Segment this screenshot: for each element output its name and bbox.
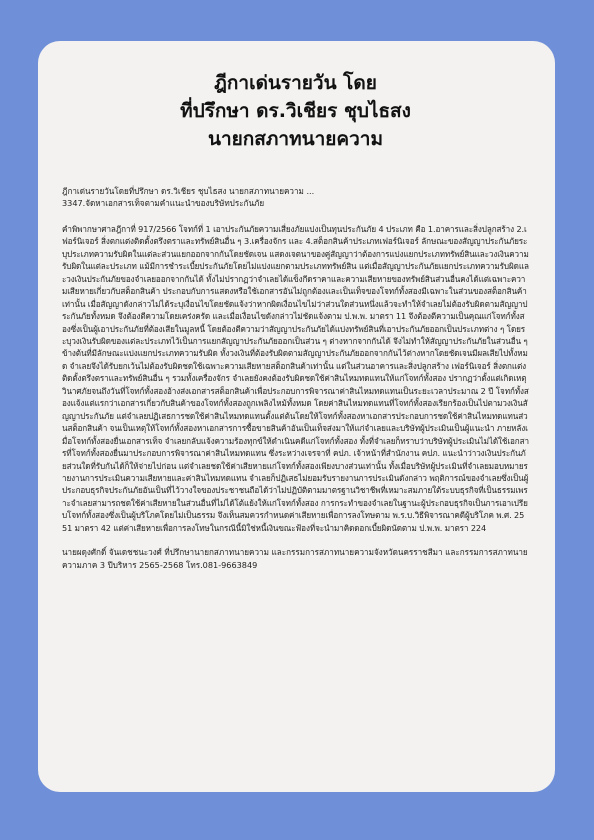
intro-block (62, 185, 529, 210)
page-title (62, 69, 529, 153)
title-line-1: ฎีกาเด่นรายวัน โดย (214, 72, 377, 94)
content-card (38, 41, 555, 792)
intro-line: ฎีกาเด่นรายวันโดยที่ปรึกษา ดร.วิเชียร ชุบไธสง นายกสภาทนายความ ... (62, 186, 315, 196)
case-title: 3347.จัดหาเอกสารเท็จตามคำแนะนำของบริษัทประกันภัย (62, 198, 265, 209)
title-line-2: ที่ปรึกษา ดร.วิเชียร ชุบไธสง (180, 100, 411, 122)
title-line-3: นายกสภาทนายความ (208, 128, 383, 150)
author-info: นายผดุงศักดิ์ จันเดชชนะวงศ์ ที่ปรึกษานายกสภาทนายความ และกรรมการสภาทนายความจังหวัดนครราชสีมา และกรรมการสภาทนายความภาค 3 ปีบริหาร 2565-2568 โทร.081-9663849 (62, 547, 528, 570)
judgment-body: คำพิพากษาศาลฎีกาที่ 917/2566 โจทก์ที่ 1 เอาประกันภัยความเสี่ยงภัยแบ่งเป็นทุนประกันภัย 4 ประเภท คือ 1.อาคารและสิ่งปลูกสร้าง 2.เฟอร์นิเจอร์ สิ่งตกแต่งติดตั้งตรึงตราและทรัพย์สินอื่น ๆ 3.เครื่องจักร และ 4.สต็อกสินค้าประเภทเฟอร์นิเจอร์ ลักษณะของสัญญาประกันภัยระบุประเภทความรับผิดในแต่ละส่วนแยกออกจากกันโดยชัดเจน แสดงเจตนาของคู่สัญญาว่าต้องการแบ่งแยกประเภททรัพย์สินและวงเงินความรับผิดในแต่ละประเภท แม้มีการชำระเบี้ยประกันภัยโดยไม่แบ่งแยกตามประเภททรัพย์สิน แต่เมื่อสัญญาประกันภัยแยกประเภทความรับผิดและวงเงินประกันภัยของจำเลยออกจากกันได้ ทั้งไม่ปรากฏว่าจำเลยได้แข็งกีดราคาและความเสียหายของทรัพย์สินส่วนอื่นคงได้แต่เฉพาะความเสียหายเกี่ยวกับสต็อกสินค้า ประกอบกับการแสดงหรือใช้เอกสารอันไม่ถูกต้องและเป็นเท็จของโจทก์ทั้งสองมีเฉพาะในส่วนของสต็อกสินค้าเท่านั้น เมื่อสัญญาดังกล่าวไม่ได้ระบุเงื่อนไขโดยชัดแจ้งว่าหากผิดเงื่อนไขไม่ว่าส่วนใดส่วนหนึ่งแล้วจะทำให้จำเลยไม่ต้องรับผิดตามสัญญาประกันภัยทั้งหมด จึงต้องตีความโดยเคร่งครัด และเมื่อเงื่อนไขดังกล่าวไม่ชัดแจ้งตาม ป.พ.พ. มาตรา 11 จึงต้องตีความเป็นคุณแก่โจทก์ทั้งสองซึ่งเป็นผู้เอาประกันภัยที่ต้องเสียในมูลหนี้ โดยต้องตีความว่าสัญญาประกันภัยได้แบ่งทรัพย์สินที่เอาประกันภัยออกเป็นประเภทต่าง ๆ โดยระบุวงเงินรับผิดของแต่ละประเภทไว้เป็นการแยกสัญญาประกันภัยออกเป็นส่วน ๆ ต่างหากจากกันได้ จึงไม่ทำให้สัญญาประกันภัยในส่วนอื่น ๆ ข้างต้นที่มีลักษณะแบ่งแยกประเภทความรับผิด ทั้งวงเงินที่ต้องรับผิดตามสัญญาประกันภัยออกจากกันไว้ต่างหากโดยชัดเจนมีผลเสียไปทั้งหมด จำเลยจึงได้รับยกเว้นไม่ต้องรับผิดชดใช้เฉพาะความเสียหายสต็อกสินค้าเท่านั้น แต่ในส่วนอาคารและสิ่งปลูกสร้าง เฟอร์นิเจอร์ สิ่งตกแต่งติดตั้งตรึงตราและทรัพย์สินอื่น ๆ รวมทั้งเครื่องจักร จำเลยยังคงต้องรับผิดชดใช้ค่าสินไหมทดแทนให้แก่โจทก์ทั้งสอง ปรากฏว่าตั้งแต่เกิดเหตุวินาศภัยจนถึงวันที่โจทก์ทั้งสองอ้างส่งเอกสารสต็อกสินค้าเพื่อประกอบการพิจารณาค่าสินไหมทดแทนเป็นระยะเวลาประมาณ 2 ปี โจทก์ทั้งสองแจ้งแต่แรกว่าเอกสารเกี่ยวกับสินค้าของโจทก์ทั้งสองถูกเพลิงไหม้ทั้งหมด โดยค่าสินไหมทดแทนที่โจทก์ทั้งสองเรียกร้องเป็นไปตามวงเงินสัญญาประกันภัย แต่จำเลยปฏิเสธการชดใช้ค่าสินไหมทดแทนตั้งแต่ต้นโดยให้โจทก์ทั้งสองหาเอกสารประกอบการชดใช้ค่าสินไหมทดแทนส่วนสต็อกสินค้า จนเป็นเหตุให้โจทก์ทั้งสองหาเอกสารการซื้อขายสินค้าอันเป็นเท็จส่งมาให้แก่จำเลยและบริษัทผู้ประเมินเป็นผู้แนะนำ ภายหลังเมื่อโจทก์ทั้งสองยื่นเอกสารเท็จ จำเลยกลับแจ้งความร้องทุกข์ให้ดำเนินคดีแก่โจทก์ทั้งสอง ทั้งที่จำเลยก็ทราบว่าบริษัทผู้ประเมินไม่ได้ใช้เอกสารที่โจทก์ทั้งสองยื่นมาประกอบการพิจารณาค่าสินไหมทดแทน ซึ่งระหว่างเจรจาที่ คปภ. เจ้าหน้าที่สำนักงาน คปภ. แนะนำว่าวงเงินประกันภัยส่วนใดที่รับกันได้ก็ให้จ่ายไปก่อน แต่จำเลยชดใช้ค่าเสียหายแก่โจทก์ทั้งสองเพียงบางส่วนเท่านั้น ทั้งเมื่อบริษัทผู้ประเมินที่จำเลยมอบหมายรายงานการประเมินความเสียหายและค่าสินไหมทดแทน จำเลยก็ปฏิเสธไม่ยอมรับรายงานการประเมินดังกล่าว พฤติการณ์ของจำเลยซึ่งเป็นผู้ประกอบธุรกิจประกันภัยอันเป็นที่ไว้วางใจของประชาชนถือได้ว่าไม่ปฏิบัติตามมาตรฐานวิชาชีพที่เหมาะสมภายใต้ระบบธุรกิจที่เป็นธรรมเพราะจำเลยสามารถชดใช้ค่าเสียหายในส่วนอื่นที่ไม่ได้โต้แย้งให้แก่โจทก์ทั้งสอง การกระทำของจำเลยในฐานะผู้ประกอบธุรกิจเป็นการเอาเปรียบโจทก์ทั้งสองซึ่งเป็นผู้บริโภคโดยไม่เป็นธรรม จึงเห็นสมควรกำหนดค่าเสียหายเพื่อการลงโทษตาม พ.ร.บ.วิธีพิจารณาคดีผู้บริโภค พ.ศ. 2551 มาตรา 42 แต่ค่าเสียหายเพื่อการลงโทษในกรณีนี้มิใช่หนี้เงินขณะฟ้องที่จะนำมาคิดดอกเบี้ยผิดนัดตาม ป.พ.พ. มาตรา 224 (62, 223, 529, 533)
